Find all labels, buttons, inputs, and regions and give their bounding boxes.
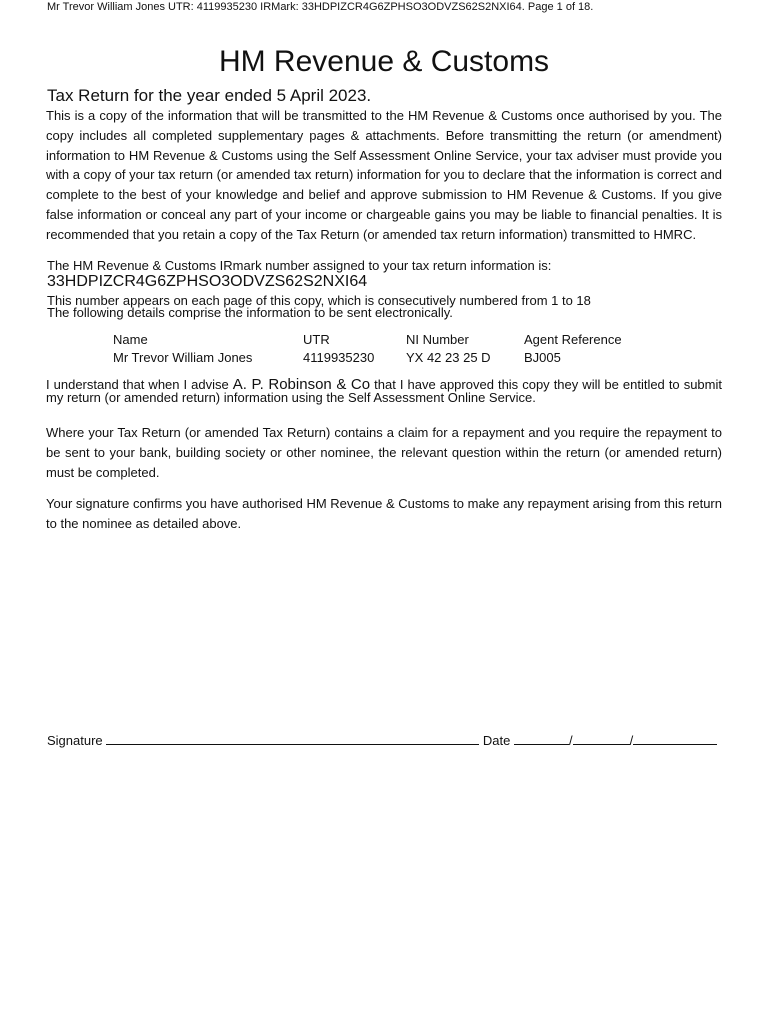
signature-field[interactable] xyxy=(106,732,479,745)
advise-suffix: that I have approved this copy they will be entitled to submit my return (or amended return) information using the Self Assessment Online Service. xyxy=(46,377,722,405)
signature-block xyxy=(47,732,717,750)
irmark-label: The HM Revenue & Customs IRmark number assigned to your tax return information is: xyxy=(47,258,552,273)
table-header-agent-reference: Agent Reference xyxy=(524,332,622,347)
advise-prefix: I understand that when I advise xyxy=(46,377,233,392)
table-header-name: Name xyxy=(113,332,148,347)
table-cell-agent-reference: BJ005 xyxy=(524,350,561,365)
intro-paragraph: This is a copy of the information that will be transmitted to the HM Revenue & Customs once authorised by you. The copy includes all completed supplementary pages & attachments. Before transmitting the return (or amendment) information to HM Revenue & Customs using the Self Assessment Online Service, your tax adviser must provide you with a copy of your tax return (or amended tax return) information for you to declare that the information is correct and complete to the best of your knowledge and belief and approve submission to HM Revenue & Customs. If you give false information or conceal any part of your income or chargeable gains you may be liable to financial penalties. It is recommended that you retain a copy of the Tax Return (or amended tax return information) transmitted to HMRC. xyxy=(46,108,722,242)
table-cell-name: Mr Trevor William Jones xyxy=(113,350,253,365)
signature-label: Signature xyxy=(47,733,103,748)
table-cell-utr: 4119935230 xyxy=(303,350,375,365)
date-separator-2: / xyxy=(629,733,634,748)
table-header-ni-number: NI Number xyxy=(406,332,469,347)
agent-authorisation-paragraph xyxy=(46,378,722,404)
page-title: HM Revenue & Customs xyxy=(218,45,550,78)
date-label: Date xyxy=(482,733,511,748)
page-subtitle: Tax Return for the year ended 5 April 2023. xyxy=(47,86,372,105)
date-separator-1: / xyxy=(569,733,573,748)
table-header-utr: UTR xyxy=(303,332,330,347)
date-year-field[interactable] xyxy=(633,732,717,745)
date-day-field[interactable] xyxy=(514,732,569,745)
irmark-code: 33HDPIZCR4G6ZPHSO3ODVZS62S2NXI64 xyxy=(47,273,368,290)
signature-confirmation-paragraph: Your signature confirms you have authorised HM Revenue & Customs to make any repayment arising from this return to the nominee as detailed above. xyxy=(46,496,722,531)
page-number-note: This number appears on each page of this copy, which is consecutively numbered from 1 to 18 xyxy=(47,293,591,308)
agent-name: A. P. Robinson & Co xyxy=(232,376,371,393)
repayment-paragraph: Where your Tax Return (or amended Tax Return) contains a claim for a repayment and you require the repayment to be sent to your bank, building society or other nominee, the relevant question within the return (or amended return) must be completed. xyxy=(46,425,722,480)
table-cell-ni-number: YX 42 23 25 D xyxy=(406,350,491,365)
date-month-field[interactable] xyxy=(573,732,630,745)
details-note: The following details comprise the information to be sent electronically. xyxy=(47,305,453,320)
running-header: Mr Trevor William Jones UTR: 4119935230 IRMark: 33HDPIZCR4G6ZPHSO3ODVZS62S2NXI64. Page 1 of 18. xyxy=(47,1,594,13)
